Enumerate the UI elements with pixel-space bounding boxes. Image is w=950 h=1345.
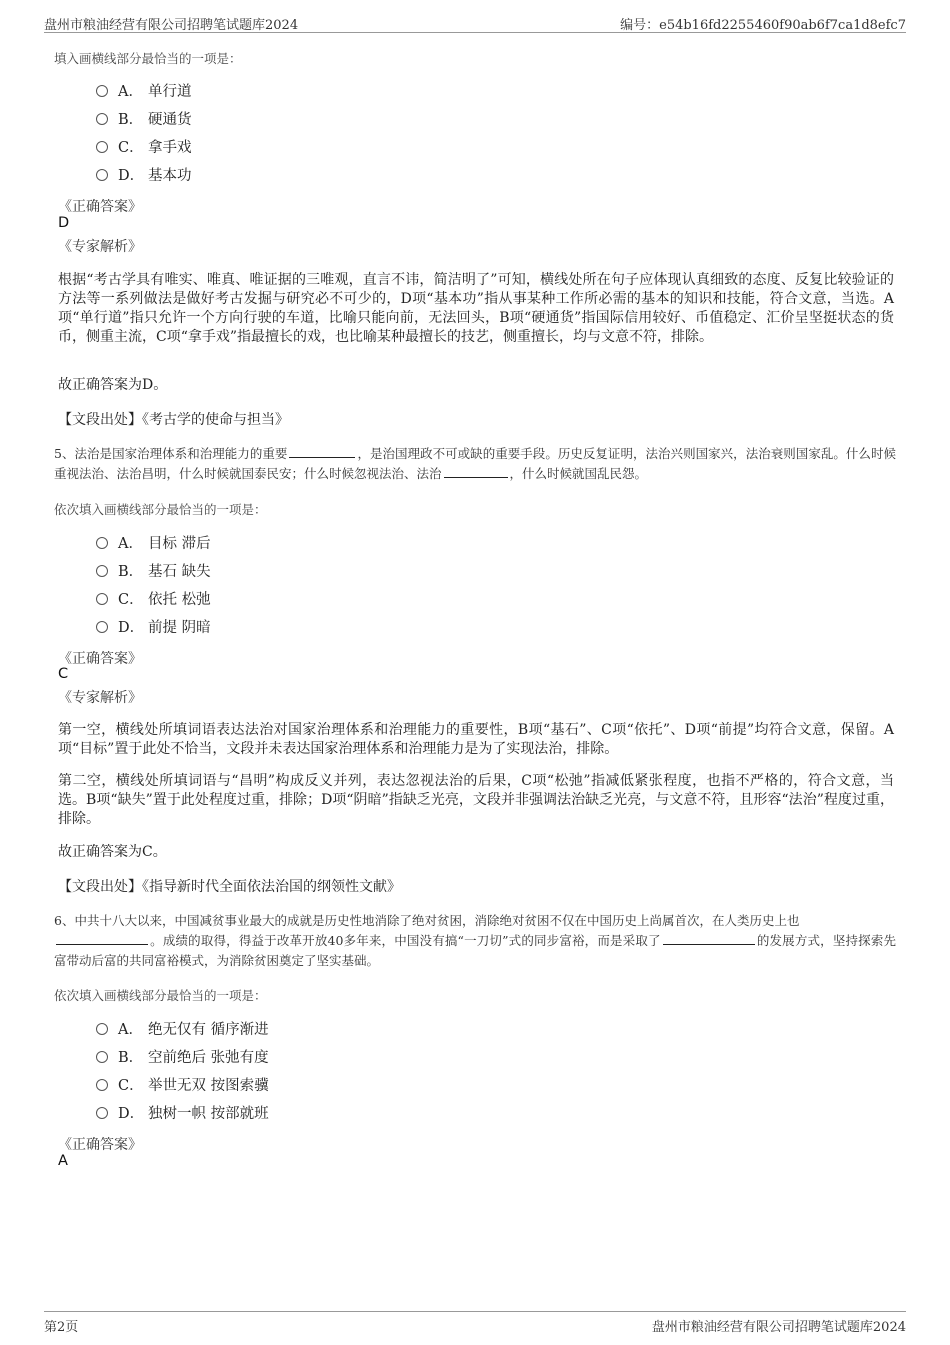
radio-icon[interactable] xyxy=(96,1051,108,1063)
q4-option-a[interactable]: A． 单行道 xyxy=(96,82,192,102)
q5-answer-label: 《正确答案》 xyxy=(58,651,142,667)
q5-conclusion: 故正确答案为C。 xyxy=(58,844,167,860)
q5-option-d[interactable]: D． 前提 阴暗 xyxy=(96,618,211,638)
answer-blank xyxy=(56,932,148,945)
page-header xyxy=(44,10,906,33)
q4-analysis-paragraph: 根据“考古学具有唯实、唯真、唯证据的三唯观，直言不讳，简洁明了”可知，横线处所在句子应体现认真细致的态度、反复比较验证的方法等一系列做法是做好考古发掘与研究必不可少的，D项“基本功”指从事某种工作所必需的基本的知识和技能，符合文意，当选。A项“单行道”指只允许一个方向行驶的车道，比喻只能向前，无法回头，B项“硬通货”指国际信用较好、币值稳定、汇价呈坚挺状态的货币，侧重主流，C项“拿手戏”指最擅长的戏，也比喻某种最擅长的技艺，侧重擅长，均与文意不符，排除。 xyxy=(58,272,894,345)
q6-question: 6、中共十八大以来，中国减贫事业最大的成就是历史性地消除了绝对贫困，消除绝对贫困不仅在中国历史上尚属首次，在人类历史上也 。成绩的取得，得益于改革开放40多年来，中国没有搞“一刀切”式的同步富裕，而是采取了 的发展方式，坚持探索先富带动后富的共同富裕模式，为消除贫困奠定了坚实基础。 xyxy=(54,913,896,968)
q4-option-c[interactable]: C． 拿手戏 xyxy=(96,138,192,158)
q5-answer: C xyxy=(58,666,69,682)
radio-icon[interactable] xyxy=(96,565,108,577)
q5-option-b[interactable]: B． 基石 缺失 xyxy=(96,562,211,582)
radio-icon[interactable] xyxy=(96,141,108,153)
q4-option-d[interactable]: D． 基本功 xyxy=(96,166,192,186)
q4-prompt: 填入画横线部分最恰当的一项是： xyxy=(54,51,242,66)
q6-option-c[interactable]: C． 举世无双 按图索骥 xyxy=(96,1076,269,1096)
q6-answer-label: 《正确答案》 xyxy=(58,1137,142,1153)
q6-option-d[interactable]: D． 独树一帜 按部就班 xyxy=(96,1104,269,1124)
q6-option-a[interactable]: A． 绝无仅有 循序渐进 xyxy=(96,1020,269,1040)
q6-answer: A xyxy=(58,1153,68,1169)
q4-source: 【文段出处】《考古学的使命与担当》 xyxy=(58,412,289,428)
radio-icon[interactable] xyxy=(96,85,108,97)
q5-prompt: 依次填入画横线部分最恰当的一项是： xyxy=(54,502,267,517)
answer-blank xyxy=(663,932,755,945)
q5-option-a[interactable]: A． 目标 滞后 xyxy=(96,534,211,554)
q4-answer-label: 《正确答案》 xyxy=(58,199,142,215)
q5-analysis-label: 《专家解析》 xyxy=(58,690,142,706)
q4-analysis-label: 《专家解析》 xyxy=(58,239,142,255)
radio-icon[interactable] xyxy=(96,1079,108,1091)
page-footer xyxy=(44,1311,906,1336)
footer-title: 盘州市粮油经营有限公司招聘笔试题库2024 xyxy=(651,1320,906,1335)
q5-analysis-paragraph-2: 第二空，横线处所填词语与“昌明”构成反义并列，表达忽视法治的后果，C项“松弛”指减低紧张程度，也指不严格的，符合文意，当选。B项“缺失”置于此处程度过重，排除；D项“阴暗”指缺乏光亮，文段并非强调法治缺乏光亮，与文意不符，且形容“法治”程度过重，排除。 xyxy=(58,773,894,827)
q6-option-b[interactable]: B． 空前绝后 张弛有度 xyxy=(96,1048,269,1068)
radio-icon[interactable] xyxy=(96,537,108,549)
q4-conclusion: 故正确答案为D。 xyxy=(58,377,168,393)
q5-question: 5、法治是国家治理体系和治理能力的重要 ，是治国理政不可或缺的重要手段。历史反复证明，法治兴则国家兴，法治衰则国家乱。什么时候重视法治、法治昌明，什么时候就国泰民安；什么时候忽视法治、法治 ，什么时候就国乱民怨。 xyxy=(54,446,896,481)
radio-icon[interactable] xyxy=(96,113,108,125)
document-id: 编号：e54b16fd2255460f90ab6f7ca1d8efc7 xyxy=(620,18,906,33)
q5-analysis-paragraph-1: 第一空，横线处所填词语表达法治对国家治理体系和治理能力的重要性，B项“基石”、C项“依托”、D项“前提”均符合文意，保留。A项“目标”置于此处不恰当，文段并未表达国家治理体系和治理能力是为了实现法治，排除。 xyxy=(58,722,894,757)
radio-icon[interactable] xyxy=(96,621,108,633)
q5-option-c[interactable]: C． 依托 松弛 xyxy=(96,590,211,610)
answer-blank xyxy=(444,465,508,478)
page-number: 第2页 xyxy=(44,1320,79,1335)
q4-answer: D xyxy=(58,215,70,231)
radio-icon[interactable] xyxy=(96,593,108,605)
radio-icon[interactable] xyxy=(96,1107,108,1119)
q5-source: 【文段出处】《指导新时代全面依法治国的纲领性文献》 xyxy=(58,879,401,895)
q6-prompt: 依次填入画横线部分最恰当的一项是： xyxy=(54,988,267,1003)
q4-option-b[interactable]: B． 硬通货 xyxy=(96,110,192,130)
radio-icon[interactable] xyxy=(96,1023,108,1035)
header-title: 盘州市粮油经营有限公司招聘笔试题库2024 xyxy=(44,18,299,33)
answer-blank xyxy=(289,445,355,458)
radio-icon[interactable] xyxy=(96,169,108,181)
